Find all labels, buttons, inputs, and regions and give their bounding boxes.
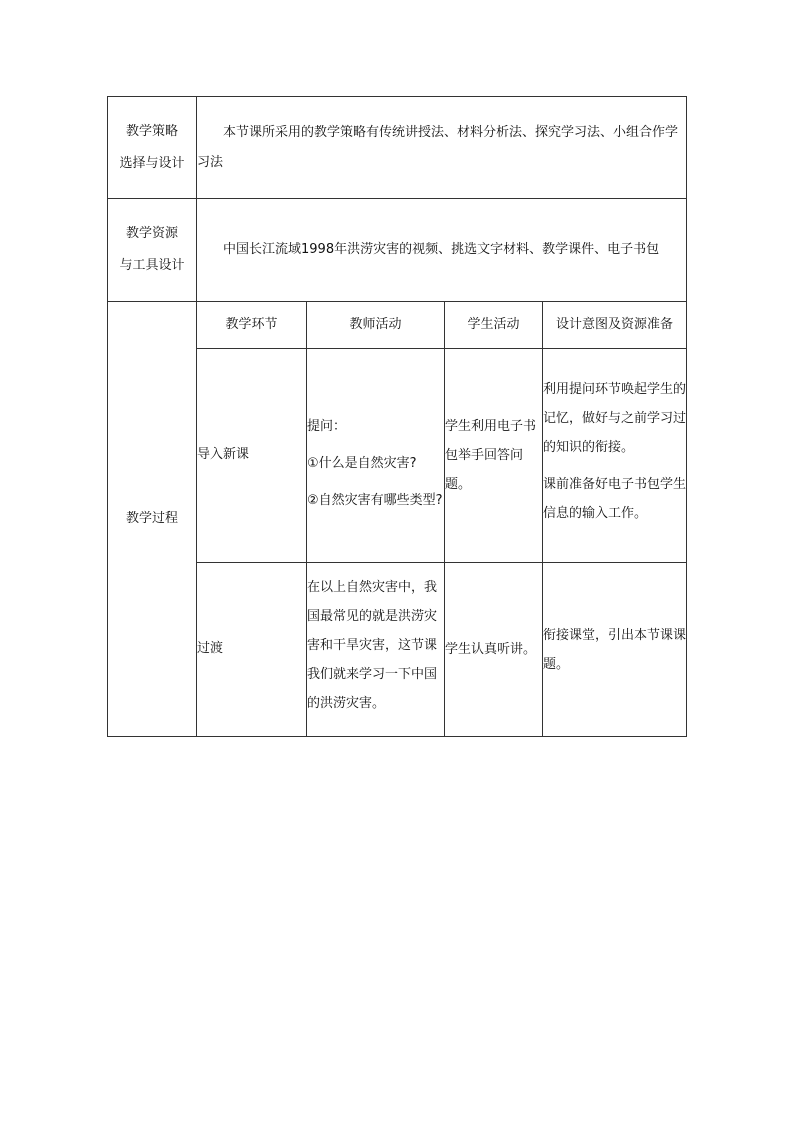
stage-cell: 导入新课 — [197, 349, 307, 563]
student-activity-cell: 学生利用电子书包举手回答问题。 — [445, 349, 543, 563]
teacher-activity-line: 在以上自然灾害中，我国最常见的就是洪涝灾害和干旱灾害，这节课我们就来学习一下中国的洪涝灾害。 — [307, 580, 438, 711]
header-teacher: 教师活动 — [307, 302, 445, 349]
teacher-activity-cell — [307, 563, 445, 737]
strategy-row — [108, 97, 687, 199]
strategy-label-line1: 教学策略 — [125, 123, 178, 139]
header-stage: 教学环节 — [197, 302, 307, 349]
stage-cell: 过渡 — [197, 563, 307, 737]
strategy-content: 本节课所采用的教学策略有传统讲授法、材料分析法、探究学习法、小组合作学习法 — [197, 124, 679, 170]
strategy-label-line2: 选择与设计 — [119, 155, 185, 171]
intent-line: 衔接课堂，引出本节课课题。 — [543, 627, 687, 672]
intent-line: 利用提问环节唤起学生的记忆，做好与之前学习过的知识的衔接。 — [543, 382, 687, 455]
teacher-activity-line: ②自然灾害有哪些类型? — [307, 493, 443, 508]
teacher-activity-line: 提问： — [307, 419, 347, 434]
strategy-label — [108, 97, 197, 199]
process-header-row — [108, 302, 687, 349]
header-student: 学生活动 — [445, 302, 543, 349]
intent-cell — [543, 563, 687, 737]
strategy-content-cell — [197, 97, 687, 199]
resources-label — [108, 199, 197, 302]
intent-cell — [543, 349, 687, 563]
intent-line: 课前准备好电子书包学生信息的输入工作。 — [543, 477, 687, 521]
resources-row — [108, 199, 687, 302]
process-label: 教学过程 — [108, 302, 197, 737]
lesson-plan-table — [107, 96, 687, 737]
resources-content-cell — [197, 199, 687, 302]
resources-content: 中国长江流域1998年洪涝灾害的视频、挑选文字材料、教学课件、电子书包 — [223, 242, 660, 257]
resources-label-line1: 教学资源 — [125, 226, 178, 241]
resources-label-line2: 与工具设计 — [119, 258, 185, 273]
teacher-activity-line: ①什么是自然灾害? — [307, 456, 417, 471]
header-intent: 设计意图及资源准备 — [543, 302, 687, 349]
student-activity-cell: 学生认真听讲。 — [445, 563, 543, 737]
teacher-activity-cell — [307, 349, 445, 563]
